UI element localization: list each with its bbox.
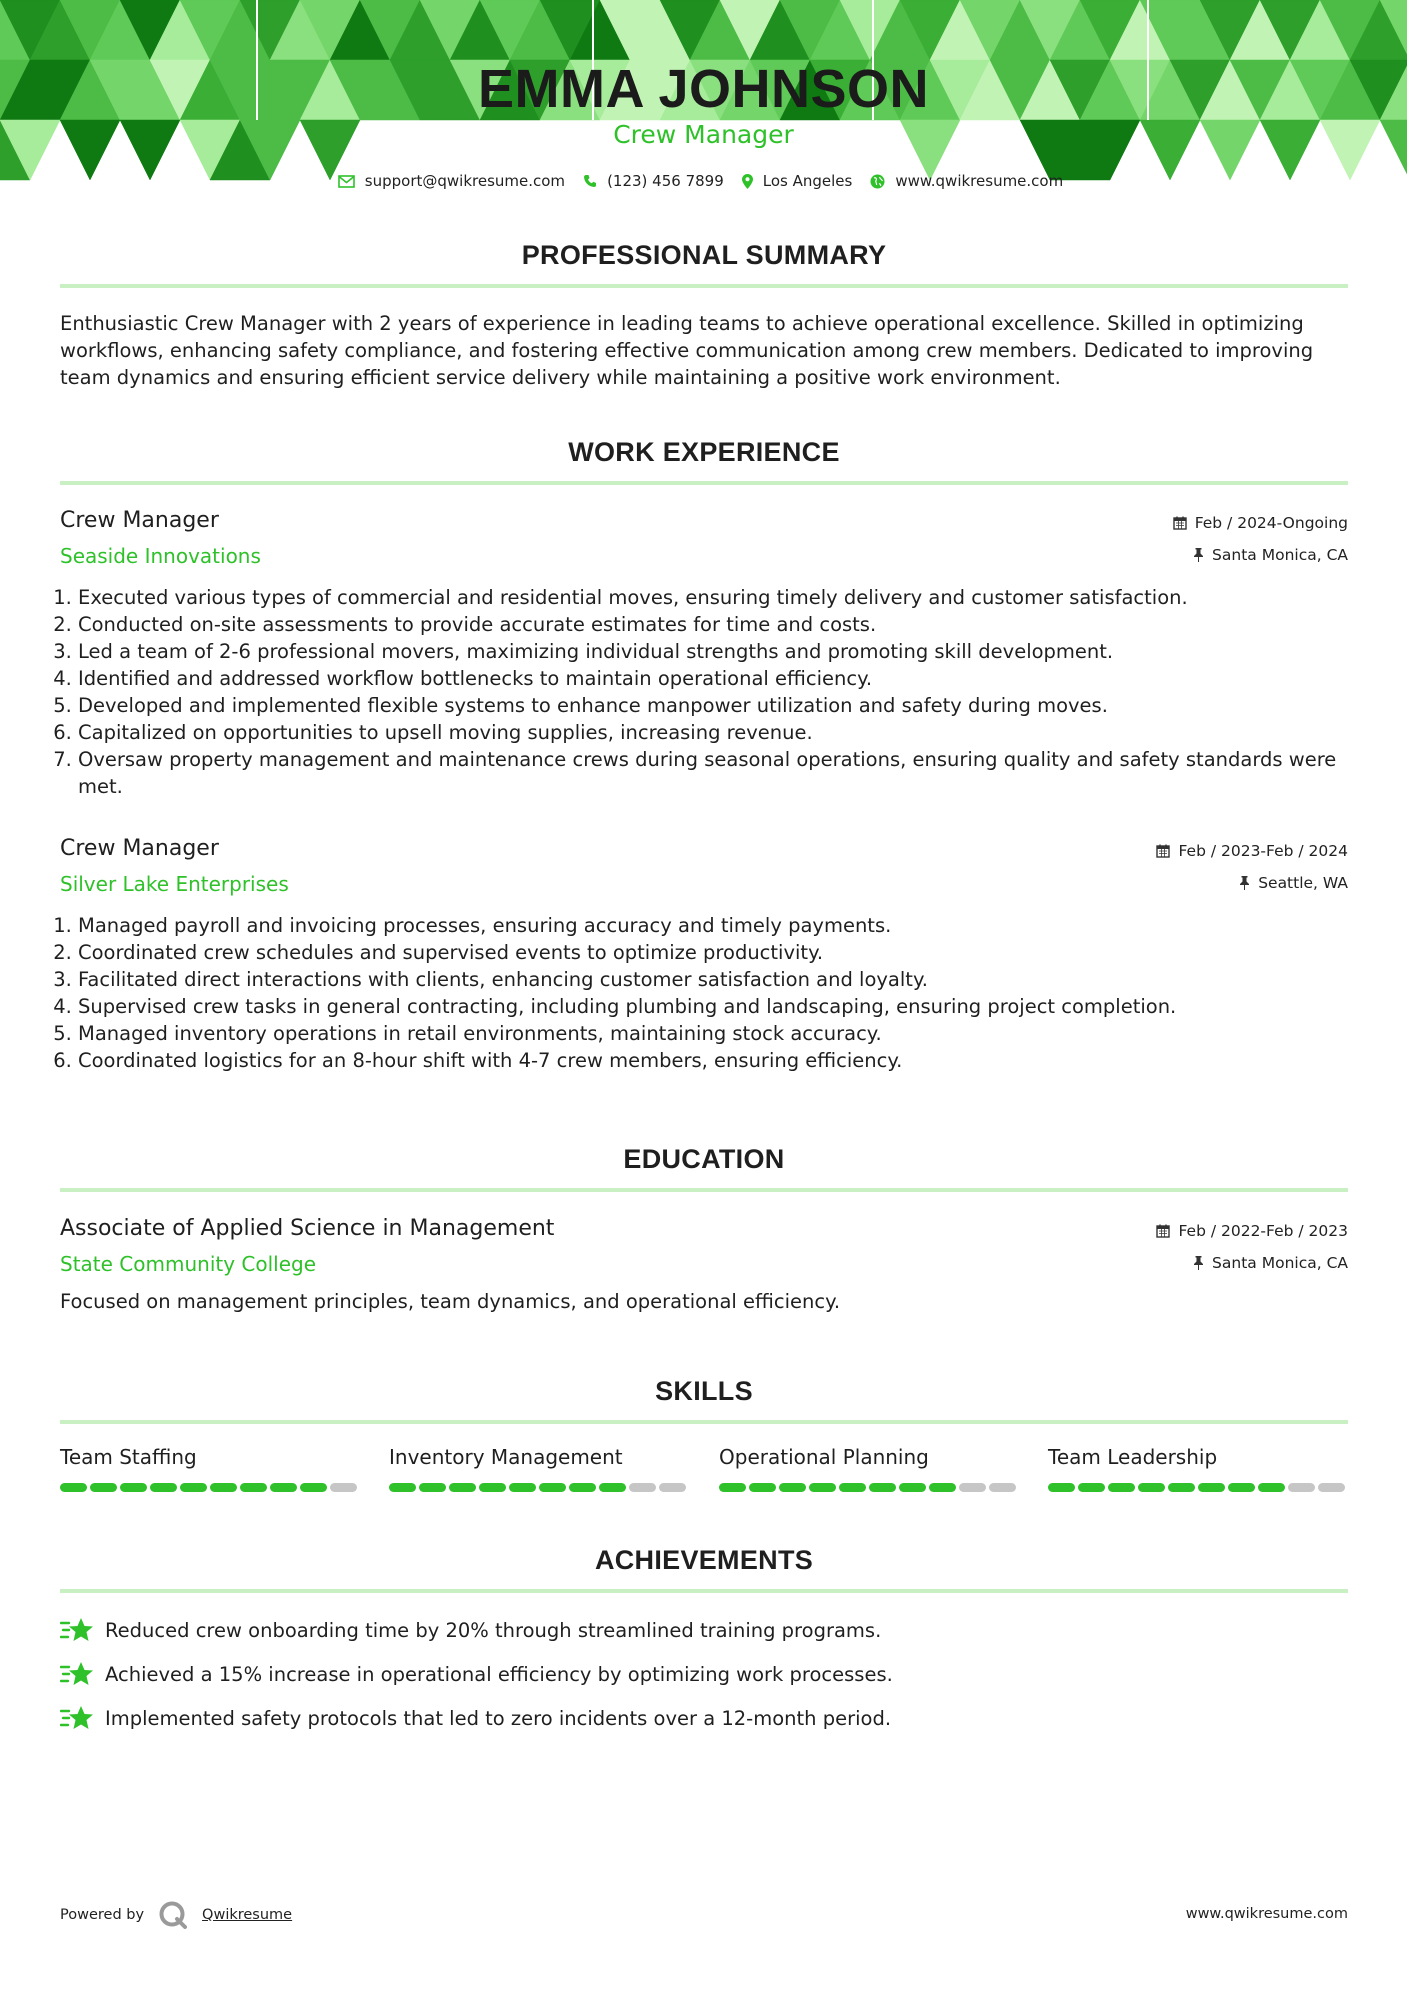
skill-dot-filled	[419, 1483, 446, 1492]
list-item: 6. Capitalized on opportunities to upsell moving supplies, increasing revenue.	[78, 719, 1366, 746]
skill-name: Inventory Management	[389, 1445, 623, 1469]
skills-heading: SKILLS	[655, 1376, 753, 1406]
job-dates-text: Feb / 2024-Ongoing	[1194, 514, 1348, 532]
calendar-icon	[1173, 516, 1187, 530]
job-dates-text: Feb / 2023-Feb / 2024	[1178, 842, 1348, 860]
skill-dot-filled	[779, 1483, 806, 1492]
education-dates	[1156, 1222, 1348, 1240]
skill-dot-empty	[330, 1483, 357, 1492]
skill-name: Operational Planning	[719, 1445, 929, 1469]
skill-dot-filled	[1168, 1483, 1195, 1492]
list-item: 5. Developed and implemented flexible systems to enhance manpower utilization and safety during moves.	[78, 692, 1366, 719]
skill-dot-empty	[989, 1483, 1016, 1492]
globe-icon	[870, 174, 885, 189]
skill-rating	[389, 1483, 689, 1492]
job-title: Crew Manager	[60, 836, 219, 861]
education-description: Focused on management principles, team dynamics, and operational efficiency.	[60, 1290, 841, 1313]
job-location-text: Santa Monica, CA	[1212, 546, 1348, 564]
skill-dot-filled	[839, 1483, 866, 1492]
star-icon	[60, 1660, 93, 1688]
list-item: 2. Coordinated crew schedules and supervised events to optimize productivity.	[78, 939, 1366, 966]
star-icon	[60, 1616, 93, 1644]
envelope-icon	[338, 175, 355, 188]
skill-dot-filled	[1258, 1483, 1285, 1492]
education-location-text: Santa Monica, CA	[1212, 1254, 1348, 1272]
skill-dot-filled	[749, 1483, 776, 1492]
pushpin-icon	[1239, 876, 1250, 890]
summary-heading: PROFESSIONAL SUMMARY	[521, 240, 887, 270]
skill-dot-filled	[539, 1483, 566, 1492]
skill-dot-filled	[1078, 1483, 1105, 1492]
skill-item	[389, 1445, 689, 1492]
skill-dot-filled	[1108, 1483, 1135, 1492]
skill-dot-empty	[629, 1483, 656, 1492]
job-dates	[1156, 842, 1348, 860]
skill-dot-empty	[659, 1483, 686, 1492]
contact-bar	[0, 172, 1407, 190]
achievement-text: Achieved a 15% increase in operational efficiency by optimizing work processes.	[105, 1662, 893, 1686]
contact-location-text: Los Angeles	[762, 172, 853, 190]
skill-dot-filled	[60, 1483, 87, 1492]
list-item: 1. Managed payroll and invoicing processes, ensuring accuracy and timely payments.	[78, 912, 1366, 939]
skill-dot-filled	[449, 1483, 476, 1492]
skill-dot-filled	[240, 1483, 267, 1492]
contact-phone[interactable]	[583, 172, 724, 190]
education-heading: EDUCATION	[623, 1144, 785, 1174]
pushpin-icon	[1193, 548, 1204, 562]
pushpin-icon	[1193, 1256, 1204, 1270]
skill-dot-filled	[479, 1483, 506, 1492]
achievement-item	[60, 1660, 893, 1688]
skill-dot-filled	[270, 1483, 297, 1492]
list-item: 4. Identified and addressed workflow bottlenecks to maintain operational efficiency.	[78, 665, 1366, 692]
contact-phone-text: (123) 456 7899	[607, 172, 724, 190]
candidate-role: Crew Manager	[613, 120, 794, 149]
skill-dot-filled	[120, 1483, 147, 1492]
contact-email-text: support@qwikresume.com	[364, 172, 566, 190]
skill-item	[1048, 1445, 1348, 1492]
skill-rating	[60, 1483, 360, 1492]
job-title: Crew Manager	[60, 508, 219, 533]
qwikresume-link[interactable]: Qwikresume	[202, 1907, 293, 1923]
contact-location	[742, 172, 853, 190]
footer-website[interactable]: www.qwikresume.com	[1185, 1906, 1348, 1922]
achievement-text: Implemented safety protocols that led to zero incidents over a 12-month period.	[105, 1706, 892, 1730]
map-marker-icon	[742, 174, 753, 189]
skill-dot-filled	[509, 1483, 536, 1492]
achievement-item	[60, 1704, 891, 1732]
education-divider	[60, 1188, 1348, 1192]
candidate-name: EMMA JOHNSON	[477, 59, 930, 119]
powered-by-label: Powered by	[60, 1907, 145, 1923]
education-location	[1193, 1254, 1348, 1272]
skill-name: Team Staffing	[60, 1445, 197, 1469]
footer-powered-by	[60, 1900, 292, 1930]
skill-rating	[1048, 1483, 1348, 1492]
school-name: State Community College	[60, 1252, 317, 1276]
job-company: Seaside Innovations	[60, 544, 261, 568]
skill-dot-filled	[210, 1483, 237, 1492]
skill-dot-filled	[1048, 1483, 1075, 1492]
contact-email[interactable]	[338, 172, 565, 190]
education-dates-text: Feb / 2022-Feb / 2023	[1178, 1222, 1348, 1240]
skill-dot-filled	[1138, 1483, 1165, 1492]
skill-item	[60, 1445, 360, 1492]
list-item: 3. Facilitated direct interactions with clients, enhancing customer satisfaction and loyalty.	[78, 966, 1366, 993]
summary-divider	[60, 284, 1348, 288]
skill-dot-empty	[1318, 1483, 1345, 1492]
skill-dot-filled	[150, 1483, 177, 1492]
skill-rating	[719, 1483, 1019, 1492]
list-item: 2. Conducted on-site assessments to provide accurate estimates for time and costs.	[78, 611, 1366, 638]
skill-dot-filled	[599, 1483, 626, 1492]
phone-icon	[583, 174, 597, 188]
skill-dot-filled	[90, 1483, 117, 1492]
list-item: 5. Managed inventory operations in retail environments, maintaining stock accuracy.	[78, 1020, 1366, 1047]
skill-dot-filled	[1198, 1483, 1225, 1492]
contact-website-text: www.qwikresume.com	[895, 172, 1064, 190]
list-item: 4. Supervised crew tasks in general contracting, including plumbing and landscaping, ensuring project completion.	[78, 993, 1366, 1020]
skill-dot-filled	[719, 1483, 746, 1492]
job-location	[1239, 874, 1348, 892]
contact-website[interactable]	[870, 172, 1063, 190]
experience-heading: WORK EXPERIENCE	[568, 437, 840, 467]
calendar-icon	[1156, 844, 1170, 858]
job-location	[1193, 546, 1348, 564]
experience-divider	[60, 481, 1348, 485]
achievement-item	[60, 1616, 881, 1644]
skill-dot-filled	[899, 1483, 926, 1492]
degree-title: Associate of Applied Science in Management	[60, 1216, 555, 1241]
job-location-text: Seattle, WA	[1258, 874, 1348, 892]
skill-dot-filled	[809, 1483, 836, 1492]
achievements-heading: ACHIEVEMENTS	[594, 1545, 814, 1575]
job-company: Silver Lake Enterprises	[60, 872, 289, 896]
achievement-text: Reduced crew onboarding time by 20% through streamlined training programs.	[105, 1618, 882, 1642]
skill-dot-filled	[929, 1483, 956, 1492]
list-item: 3. Led a team of 2-6 professional movers, maximizing individual strengths and promoting skill development.	[78, 638, 1366, 665]
skill-dot-filled	[300, 1483, 327, 1492]
skills-divider	[60, 1420, 1348, 1424]
job-bullets	[60, 584, 1366, 800]
calendar-icon	[1156, 1224, 1170, 1238]
summary-text: Enthusiastic Crew Manager with 2 years of experience in leading teams to achieve operational excellence. Skilled in optimizing workflows, enhancing safety compliance, and fostering effective communication among crew members. Dedicated to improving team dynamics and ensuring efficient service delivery while maintaining a positive work environment.	[60, 312, 1314, 389]
skill-dot-filled	[389, 1483, 416, 1492]
list-item: 1. Executed various types of commercial and residential moves, ensuring timely delivery and customer satisfaction.	[78, 584, 1366, 611]
skill-dot-filled	[869, 1483, 896, 1492]
skill-item	[719, 1445, 1019, 1492]
skill-dot-filled	[180, 1483, 207, 1492]
skill-dot-empty	[1288, 1483, 1315, 1492]
list-item: 6. Coordinated logistics for an 8-hour shift with 4-7 crew members, ensuring efficiency.	[78, 1047, 1366, 1074]
star-icon	[60, 1704, 93, 1732]
qwikresume-logo-icon	[158, 1900, 188, 1930]
skill-name: Team Leadership	[1048, 1445, 1218, 1469]
list-item: 7. Oversaw property management and maintenance crews during seasonal operations, ensuring quality and safety standards were met.	[78, 746, 1366, 800]
job-bullets	[60, 912, 1366, 1074]
skill-dot-filled	[569, 1483, 596, 1492]
job-dates	[1173, 514, 1348, 532]
skill-dot-empty	[959, 1483, 986, 1492]
achievements-divider	[60, 1589, 1348, 1593]
skill-dot-filled	[1228, 1483, 1255, 1492]
